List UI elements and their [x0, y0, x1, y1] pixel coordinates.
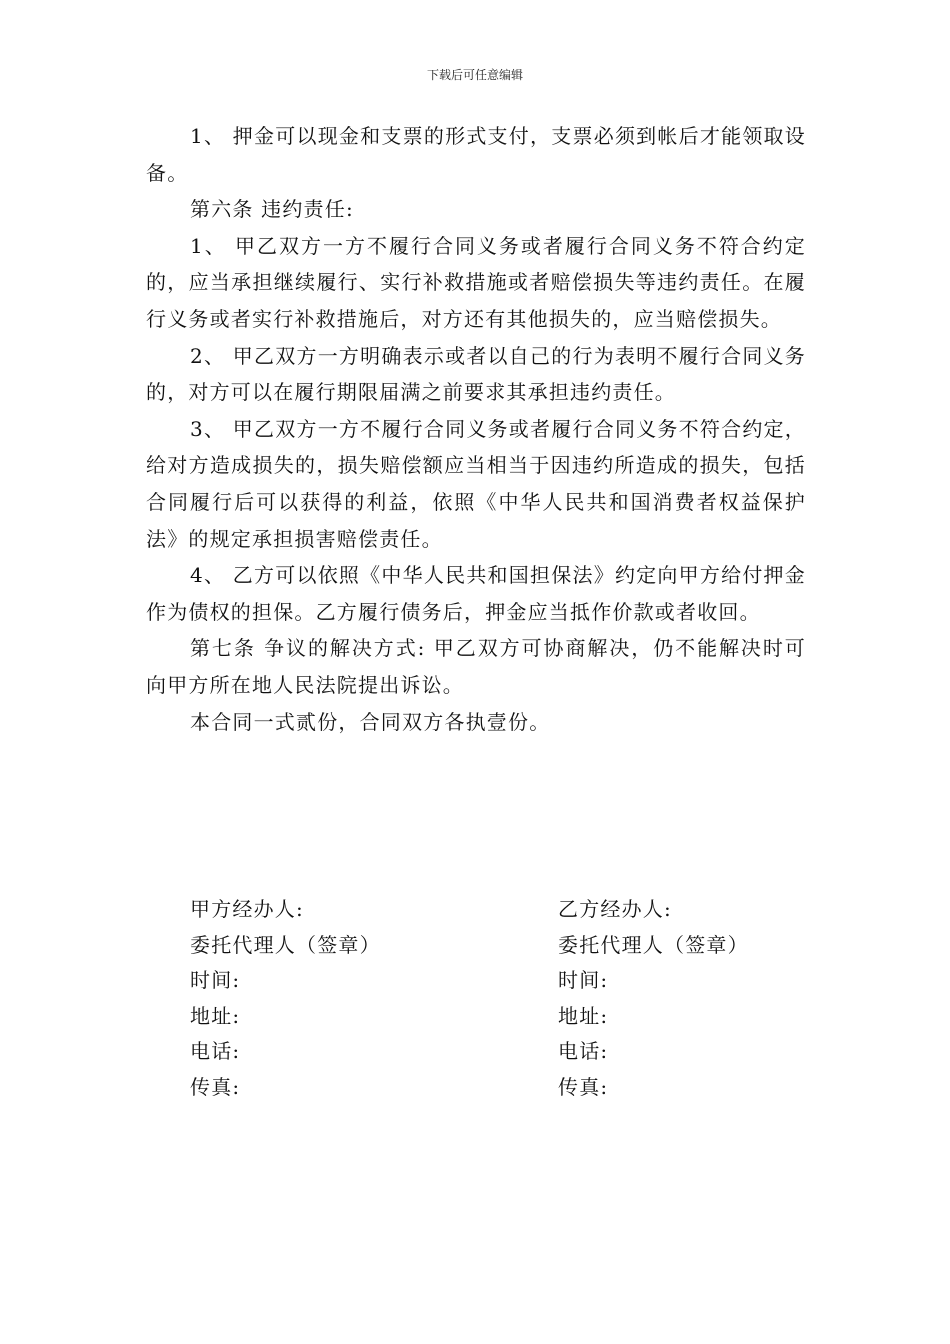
paragraph-breach-2: 2、 甲乙双方一方明确表示或者以自己的行为表明不履行合同义务的，对方可以在履行期限届满之前要求其承担违约责任。 [146, 343, 806, 405]
party-b-agent-label: 乙方经办人: [558, 897, 672, 921]
paragraph-breach-3: 3、 甲乙双方一方不履行合同义务或者履行合同义务不符合约定，给对方造成损失的，损失赔偿额应当相当于因违约所造成的损失，包括合同履行后可以获得的利益，依照《中华人民共和国消费者权益保护法》的规定承担损害赔偿责任。 [146, 416, 806, 551]
party-a-agent-label: 甲方经办人: [190, 897, 304, 921]
party-a-fax-label: 传真: [190, 1074, 241, 1099]
party-b-proxy-label: 委托代理人（签章） [558, 932, 749, 957]
contract-body [146, 118, 806, 740]
paragraph-breach-1: 1、 甲乙双方一方不履行合同义务或者履行合同义务不符合约定的，应当承担继续履行、实行补救措施或者赔偿损失等违约责任。在履行义务或者实行补救措施后，对方还有其他损失的，应当赔偿损失。 [146, 233, 806, 331]
party-b-time-label: 时间: [558, 968, 609, 992]
party-a-time-label: 时间: [190, 968, 241, 992]
party-a-address-label: 地址: [190, 1003, 241, 1028]
paragraph-copies: 本合同一式贰份，合同双方各执壹份。 [190, 709, 551, 734]
paragraph-breach-4: 4、 乙方可以依照《中华人民共和国担保法》约定向甲方给付押金作为债权的担保。乙方履行债务后，押金应当抵作价款或者收回。 [146, 563, 806, 624]
article-six-title: 第六条 违约责任: [190, 197, 354, 222]
header-note: 下载后可任意编辑 [426, 68, 523, 82]
signature-row-address [190, 999, 810, 1035]
paragraph-deposit-payment: 1、 押金可以现金和支票的形式支付，支票必须到帐后才能领取设备。 [146, 124, 806, 185]
signature-row-time [190, 963, 810, 999]
article-seven-dispute: 第七条 争议的解决方式: 甲乙双方可协商解决，仍不能解决时可向甲方所在地人民法院提出诉讼。 [146, 636, 806, 697]
signature-row-proxy [190, 928, 810, 964]
signature-block [190, 892, 810, 1105]
party-a-proxy-label: 委托代理人（签章） [190, 932, 381, 957]
party-a-phone-label: 电话: [190, 1039, 241, 1063]
signature-row-fax [190, 1070, 810, 1106]
signature-row-agent [190, 892, 810, 928]
signature-row-phone [190, 1034, 810, 1070]
party-b-fax-label: 传真: [558, 1074, 609, 1099]
party-b-address-label: 地址: [558, 1003, 609, 1028]
party-b-phone-label: 电话: [558, 1039, 609, 1063]
